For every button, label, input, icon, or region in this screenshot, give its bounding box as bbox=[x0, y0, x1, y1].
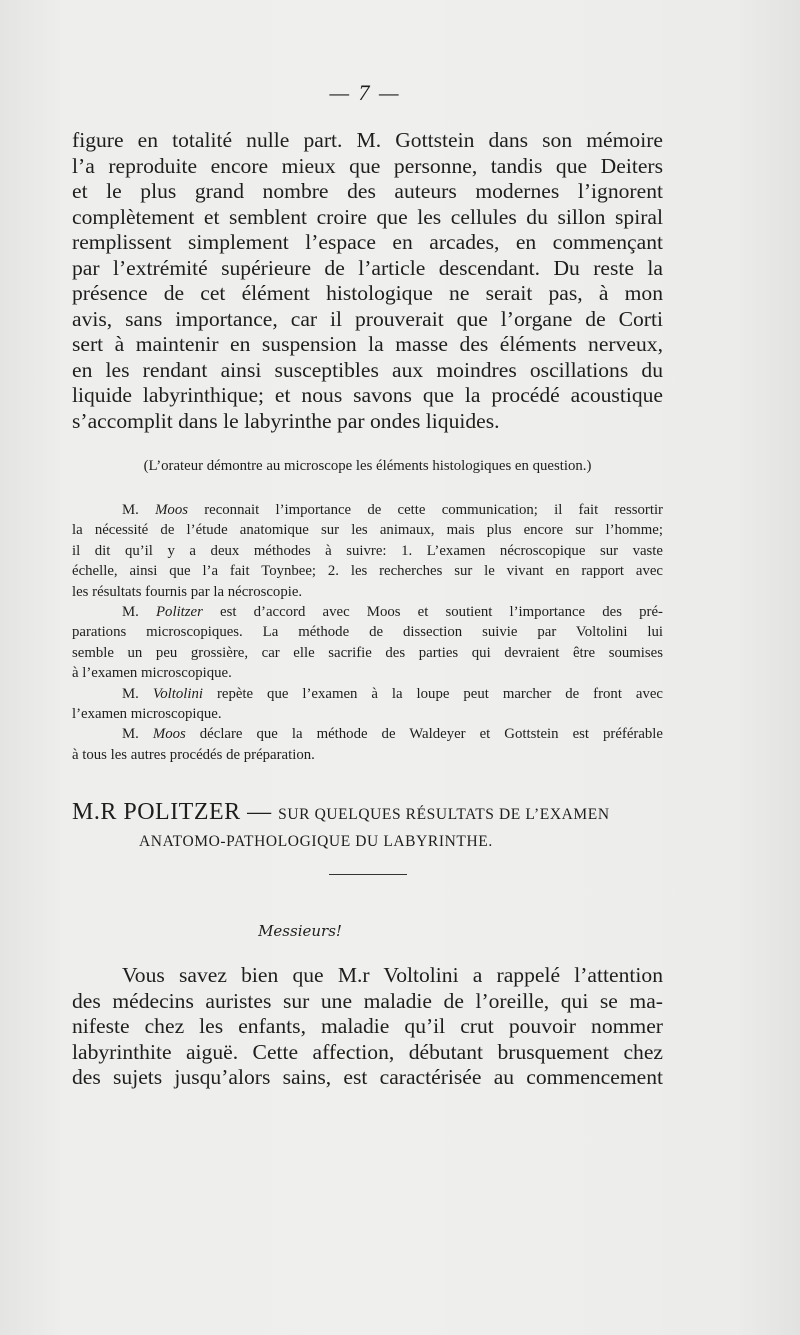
speech-paragraph bbox=[72, 963, 663, 1091]
text-line: Vous savez bien que M.r Voltolini a rappelé l’attention bbox=[122, 963, 663, 987]
remark-prefix: M. bbox=[122, 502, 156, 518]
text-line: les résultats fournis par la nécroscopie. bbox=[72, 583, 303, 600]
remark-prefix: M. bbox=[122, 726, 153, 743]
text-line: liquide labyrinthique; et nous savons que la procédé acoustique bbox=[72, 383, 663, 407]
discussion-remarks bbox=[72, 500, 663, 765]
text-line: en les rendant ainsi susceptibles aux moindres oscillations du bbox=[72, 357, 663, 382]
remark-moos-2 bbox=[72, 724, 663, 765]
remark-voltolini bbox=[72, 684, 663, 725]
text-line bbox=[72, 500, 663, 520]
text-line: remplissent simplement l’espace en arcades, en commençant bbox=[72, 230, 663, 254]
text-line: l’examen microscopique. bbox=[72, 706, 222, 723]
remark-prefix: M. bbox=[122, 604, 157, 621]
text-line: la nécessité de l’étude anatomique sur les animaux, mais plus encore sur l’homme; bbox=[72, 522, 663, 539]
text-line: à l’examen microscopique. bbox=[72, 665, 232, 682]
speaker-name: Politzer bbox=[156, 604, 203, 621]
text-line: et le plus grand nombre des auteurs modernes l’ignorent bbox=[72, 179, 663, 203]
remark-text: repète que l’examen à la loupe peut marcher de front avec bbox=[202, 685, 663, 702]
divider-rule bbox=[329, 874, 407, 875]
remark-text: déclare que la méthode de Waldeyer et Gottstein est préférable bbox=[185, 726, 663, 743]
text-line: des médecins auristes sur une maladie de l’oreille, qui se ma- bbox=[72, 988, 663, 1013]
text-line: échelle, ainsi que l’a fait Toynbee; 2. les recherches sur le vivant en rapport avec bbox=[72, 563, 663, 580]
heading-line bbox=[72, 800, 663, 827]
speaker-name: Voltolini bbox=[152, 685, 203, 702]
text-line bbox=[72, 684, 663, 704]
text-line: nifeste chez les enfants, maladie qu’il crut pouvoir nommer bbox=[72, 1014, 663, 1038]
demonstration-note: (L’orateur démontre au microscope les éléments histologiques en question.) bbox=[143, 458, 592, 474]
remark-text: reconnait l’importance de cette communication; il fait ressortir bbox=[187, 502, 663, 518]
main-paragraph bbox=[72, 128, 663, 434]
text-line bbox=[72, 602, 663, 622]
heading-title-line2: ANATOMO-PATHOLOGIQUE DU LABYRINTHE. bbox=[139, 833, 493, 850]
remark-text: est d’accord avec Moos et soutient l’importance des pré- bbox=[202, 604, 663, 621]
speaker-name: Moos bbox=[155, 502, 188, 518]
page-number: — 7 — bbox=[329, 80, 401, 105]
text-line: il dit qu’il y a deux méthodes à suivre: 1. L’examen nécroscopique sur vaste bbox=[72, 542, 663, 559]
text-line: figure en totalité nulle part. M. Gottstein dans son mémoire bbox=[72, 128, 663, 152]
text-line: présence de cet élément histologique ne serait pas, à mon bbox=[72, 281, 663, 305]
text-line: s’accomplit dans le labyrinthe par ondes liquides. bbox=[72, 408, 500, 433]
heading-title-line1: SUR QUELQUES RÉSULTATS DE L’EXAMEN bbox=[278, 806, 610, 823]
section-heading bbox=[72, 800, 663, 854]
text-line: à tous les autres procédés de préparation. bbox=[72, 746, 315, 763]
text-line: semble un peu grossière, car elle sacrifie des parties qui devraient être soumises bbox=[72, 644, 663, 661]
remark-prefix: M. bbox=[122, 685, 153, 702]
text-line: parations microscopiques. La méthode de dissection suivie par Voltolini lui bbox=[72, 624, 663, 641]
text-line: complètement et semblent croire que les cellules du sillon spiral bbox=[72, 204, 663, 229]
text-line: sert à maintenir en suspension la masse des éléments nerveux, bbox=[72, 332, 663, 356]
text-line bbox=[72, 724, 663, 744]
salutation: Messieurs! bbox=[258, 922, 342, 940]
remark-moos bbox=[72, 500, 663, 602]
remark-politzer bbox=[72, 602, 663, 684]
text-line: avis, sans importance, car il prouverait que l’organe de Corti bbox=[72, 306, 663, 331]
text-line: par l’extrémité supérieure de l’article descendant. Du reste la bbox=[72, 255, 663, 280]
heading-author: M.R POLITZER bbox=[72, 799, 241, 825]
speaker-name: Moos bbox=[152, 726, 186, 743]
text-line: labyrinthite aiguë. Cette affection, débutant brusquement chez bbox=[72, 1039, 663, 1064]
text-line: l’a reproduite encore mieux que personne, tandis que Deiters bbox=[72, 153, 663, 178]
heading-dash: — bbox=[240, 799, 279, 825]
text-line: des sujets jusqu’alors sains, est caractérisée au commencement bbox=[72, 1065, 663, 1089]
